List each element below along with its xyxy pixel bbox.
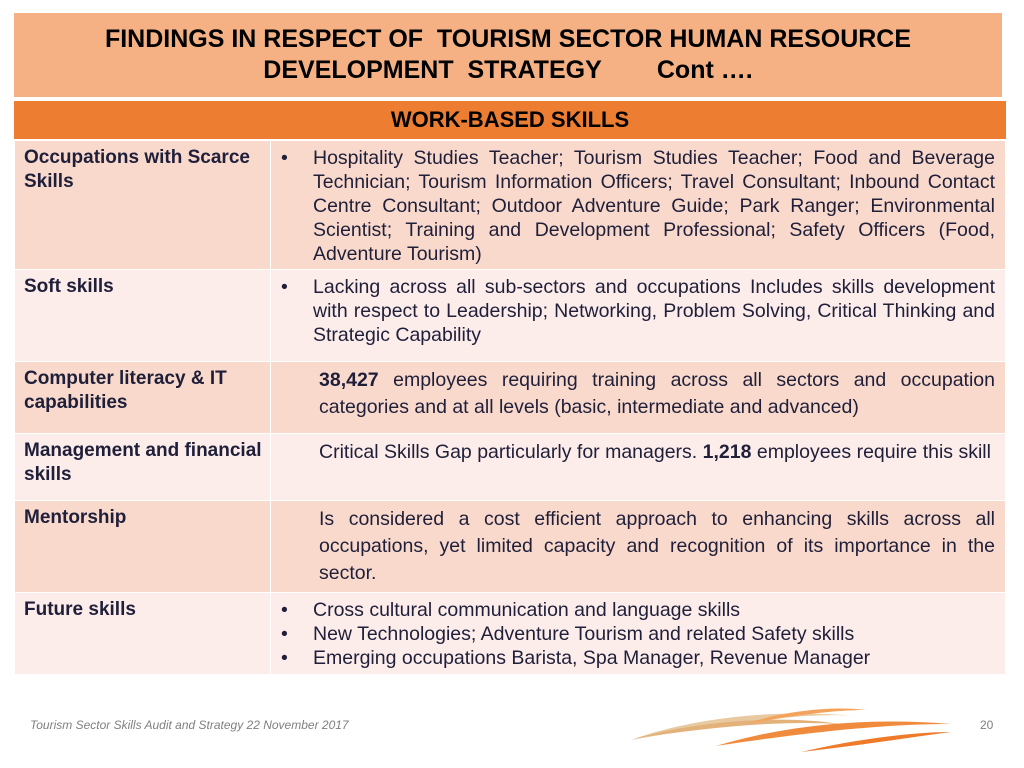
footer-text: Tourism Sector Skills Audit and Strategy 22 November 2017 — [30, 718, 349, 732]
row-label: Future skills — [15, 593, 271, 675]
row-label: Management and financial skills — [15, 434, 271, 501]
row-content: 38,427 employees requiring training across all sectors and occupation categories and at all levels (basic, intermediate and advanced) — [271, 362, 1006, 434]
skills-table — [14, 140, 1006, 675]
row-content — [271, 141, 1006, 270]
table-row — [15, 501, 1006, 593]
list-item: • Cross cultural communication and language skills — [281, 599, 741, 621]
table-header-label: WORK-BASED SKILLS — [390, 107, 630, 132]
slide-title-box — [14, 13, 1002, 97]
row-label: Mentorship — [15, 501, 271, 593]
table-row — [15, 593, 1006, 675]
table-row — [15, 434, 1006, 501]
row-content: Is considered a cost efficient approach to enhancing skills across all occupations, yet limited capacity and recognition of its importance in the sector. — [271, 501, 1006, 593]
employee-count: 38,427 — [319, 369, 379, 391]
list-item: • Lacking across all sub-sectors and occupations Includes skills development with respect to Leadership; Networking, Problem Solving, Critical Thinking and Strategic Capability — [281, 276, 995, 346]
list-item: • Emerging occupations Barista, Spa Manager, Revenue Manager — [281, 647, 871, 669]
bullet-icon: • — [281, 623, 288, 645]
table-header — [14, 101, 1006, 139]
list-item: • New Technologies; Adventure Tourism and related Safety skills — [281, 623, 855, 645]
row-label: Computer literacy & IT capabilities — [15, 362, 271, 434]
row-content — [271, 270, 1006, 362]
list-item: • Hospitality Studies Teacher; Tourism Studies Teacher; Food and Beverage Technician; Tourism Information Officers; Travel Consultant; Inbound Contact Centre Consultant; Outdoor Adventure Guide; Park Ranger; Environmental Scientist; Training and Development Professional; Safety Officers (Food, Adventure Tourism) — [281, 147, 995, 265]
bullet-icon: • — [281, 647, 288, 669]
table-row — [15, 141, 1006, 270]
row-content — [271, 593, 1006, 675]
slide-title: FINDINGS IN RESPECT OF TOURISM SECTOR HUMAN RESOURCE DEVELOPMENT STRATEGY Cont …. — [104, 25, 912, 84]
row-label: Soft skills — [15, 270, 271, 362]
row-label: Occupations with Scarce Skills — [15, 141, 271, 270]
table-row — [15, 362, 1006, 434]
bullet-icon: • — [281, 276, 288, 298]
employee-count: 1,218 — [702, 441, 752, 463]
page-number: 20 — [980, 718, 994, 732]
row-content: Critical Skills Gap particularly for managers. 1,218 employees require this skill — [271, 434, 1006, 501]
bullet-icon: • — [281, 147, 288, 169]
bullet-icon: • — [281, 599, 288, 621]
swoosh-logo-icon — [626, 702, 956, 762]
table-row — [15, 270, 1006, 362]
